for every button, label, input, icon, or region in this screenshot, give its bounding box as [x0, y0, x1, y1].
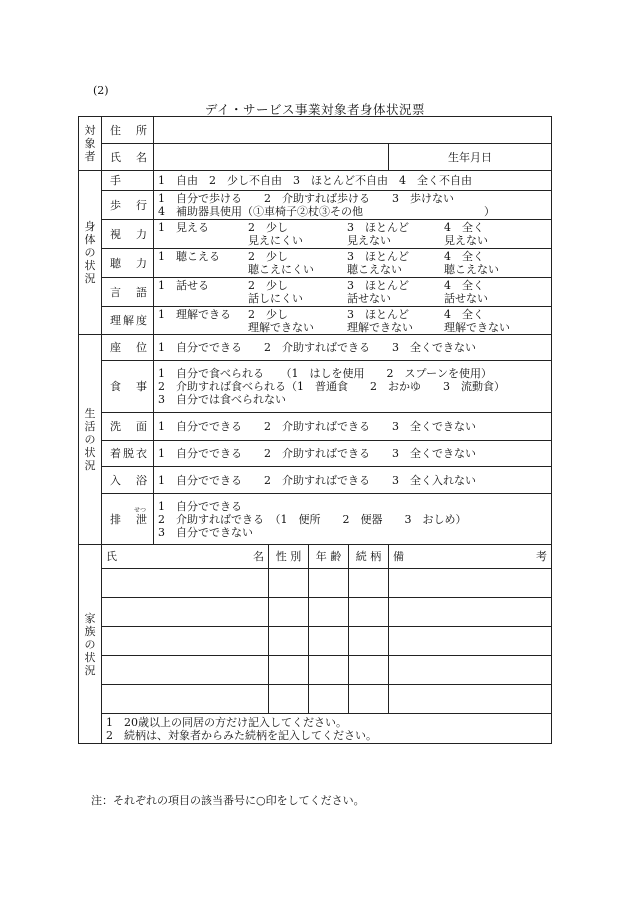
option-line: [158, 279, 547, 292]
option-text: 3 ほとんど: [347, 221, 409, 234]
family-sex-cell[interactable]: [269, 569, 309, 598]
family-name-cell[interactable]: [102, 685, 269, 714]
family-relation-cell[interactable]: [349, 598, 389, 627]
group-label-char: の: [84, 433, 96, 446]
life-row-label: [102, 494, 154, 545]
life-row-options[interactable]: [154, 441, 552, 467]
option-text: 3 ほとんど: [347, 250, 409, 263]
subject-group-label: [79, 117, 102, 171]
life-row-label: 洗面: [102, 413, 154, 441]
option-text: 1 話せる: [158, 279, 209, 292]
option-line: 2 介助すれば食べられる（1 普通食 2 おかゆ 3 流動食）: [158, 380, 505, 393]
option-line: 4 補助器具使用（①車椅子②杖③その他 ）: [158, 205, 495, 218]
option-line: 1 自由 2 少し不自由 3 ほとんど不自由 4 全く不自由: [158, 174, 472, 187]
name-field[interactable]: [154, 144, 389, 171]
family-age-cell[interactable]: [309, 569, 349, 598]
family-sex-cell[interactable]: [269, 685, 309, 714]
option-text: [158, 234, 248, 247]
option-text: 1 聴こえる: [158, 250, 220, 263]
option-text: 理解できない: [444, 320, 510, 334]
body-group-label: [79, 171, 102, 335]
family-relation-cell[interactable]: [349, 627, 389, 656]
option-line: [158, 292, 547, 305]
option-line: 1 自分でできる 2 介助すればできる 3 全くできない: [158, 447, 476, 460]
header-split: [106, 550, 264, 563]
family-sex-cell[interactable]: [269, 598, 309, 627]
address-field[interactable]: [154, 117, 552, 144]
body-row-options[interactable]: [154, 307, 552, 335]
group-label-char: 活: [84, 420, 96, 433]
group-label-char: 象: [84, 137, 96, 150]
family-row: [79, 569, 552, 598]
name-header-left: 氏: [106, 550, 117, 563]
life-row-label: 着脱衣: [102, 441, 154, 467]
body-row-label: 手: [102, 171, 154, 191]
option-line: 1 自分でできる 2 介助すればできる 3 全くできない: [158, 341, 476, 354]
body-row-label: 理解度: [102, 307, 154, 335]
group-label-char: の: [84, 246, 96, 259]
life-row-options[interactable]: [154, 494, 552, 545]
family-row: [79, 656, 552, 685]
group-label-char: 体: [84, 233, 96, 246]
sex-header: 性 別: [269, 545, 309, 569]
option-text: 理解できない: [347, 320, 413, 334]
option-text: 聴こえにくい: [248, 263, 314, 276]
option-line: 1 自分でできる 2 介助すればできる 3 全く入れない: [158, 473, 476, 487]
option-text: 3 ほとんど: [347, 307, 409, 321]
remarks-header-left: 備: [393, 550, 404, 563]
option-text: 2 少し: [248, 307, 288, 321]
option-text: 聴こえない: [444, 263, 499, 276]
option-text: 見えにくい: [248, 234, 303, 247]
option-line: 2 介助すればできる （1 便所 2 便器 3 おしめ）: [158, 512, 467, 526]
family-remarks-cell[interactable]: [389, 569, 552, 598]
group-label-char: 況: [84, 272, 96, 285]
label-char-with-ruby: 泄 せつ: [134, 506, 147, 526]
remarks-header: [389, 545, 552, 569]
label-char: 排: [110, 512, 136, 526]
option-line: 1 自分で食べられる （1 はしを使用 2 スプーンを使用）: [158, 367, 492, 380]
option-text: 2 少し: [248, 279, 288, 292]
option-text: [158, 292, 248, 305]
life-row-options[interactable]: [154, 467, 552, 494]
option-text: 見えない: [444, 234, 488, 247]
group-label-char: 対: [84, 124, 96, 137]
option-text: 話しにくい: [248, 292, 303, 305]
family-age-cell[interactable]: [309, 685, 349, 714]
option-line: [158, 321, 547, 334]
option-text: 2 少し: [248, 250, 288, 263]
group-label-char: 家: [84, 611, 96, 625]
family-remarks-cell[interactable]: [389, 598, 552, 627]
life-row-label: 入浴: [102, 467, 154, 494]
family-name-cell[interactable]: [102, 598, 269, 627]
option-line: 1 自分でできる 2 介助すればできる 3 全くできない: [158, 420, 476, 433]
life-row-options[interactable]: [154, 335, 552, 361]
option-line: [158, 221, 547, 234]
page-number: (2): [93, 84, 109, 97]
option-line: 1 自分で歩ける 2 介助すれば歩ける 3 歩けない: [158, 192, 454, 205]
family-name-cell[interactable]: [102, 627, 269, 656]
body-row-options[interactable]: [154, 220, 552, 249]
address-label: 住所: [102, 117, 154, 144]
body-row-options[interactable]: [154, 249, 552, 278]
option-text: 4 全く: [444, 221, 484, 234]
option-text: 理解できない: [248, 320, 314, 334]
group-label-char: 況: [84, 459, 96, 472]
family-age-cell[interactable]: [309, 656, 349, 685]
option-line: [158, 250, 547, 263]
life-row-label: 座位: [102, 335, 154, 361]
group-label-char: 状: [84, 259, 96, 272]
group-label-char: 者: [84, 150, 96, 163]
family-age-cell[interactable]: [309, 627, 349, 656]
family-remarks-cell[interactable]: [389, 627, 552, 656]
option-text: 1 見える: [158, 221, 209, 234]
option-text: 4 全く: [444, 307, 484, 321]
relation-header: 続 柄: [349, 545, 389, 569]
option-line: 3 自分では食べられない: [158, 393, 286, 406]
name-header-right: 名: [253, 550, 264, 563]
note-line: 2 続柄は、対象者からみた続柄を記入してください。: [106, 728, 377, 742]
life-row-label: 食事: [102, 361, 154, 413]
status-form-table: [78, 116, 552, 744]
life-row-options[interactable]: [154, 413, 552, 441]
body-row-options[interactable]: [154, 191, 552, 220]
group-label-char: 族: [84, 624, 96, 638]
group-label-char: 況: [84, 663, 96, 677]
footnote: 注：それぞれの項目の該当番号に○印をしてください。: [91, 794, 365, 807]
family-row: [79, 685, 552, 714]
option-text: 聴こえない: [347, 263, 402, 276]
age-header: 年 齢: [309, 545, 349, 569]
ruby-text: せつ: [134, 506, 147, 514]
family-name-header: [102, 545, 269, 569]
option-line: 3 自分でできない: [158, 525, 253, 539]
option-text: 2 少し: [248, 221, 288, 234]
body-row-label: 言語: [102, 278, 154, 307]
family-row: [79, 598, 552, 627]
family-name-cell[interactable]: [102, 569, 269, 598]
option-text: [158, 321, 248, 334]
group-label-char: 身: [84, 220, 96, 233]
form-title: デイ・サービス事業対象者身体状況票: [204, 102, 426, 117]
family-remarks-cell[interactable]: [389, 685, 552, 714]
family-row: [79, 627, 552, 656]
body-row-options[interactable]: [154, 171, 552, 191]
family-remarks-cell[interactable]: [389, 656, 552, 685]
family-name-cell[interactable]: [102, 656, 269, 685]
remarks-header-right: 考: [536, 550, 547, 563]
life-group-label: [79, 335, 102, 545]
option-text: 1 理解できる: [158, 307, 231, 321]
life-row-options[interactable]: [154, 361, 552, 413]
family-relation-cell[interactable]: [349, 569, 389, 598]
name-label: 氏名: [102, 144, 154, 171]
header-split: [393, 550, 547, 563]
body-row-options[interactable]: [154, 278, 552, 307]
option-line: [158, 234, 547, 247]
group-label-char: 状: [84, 446, 96, 459]
option-text: 4 全く: [444, 250, 484, 263]
option-text: [158, 263, 248, 276]
group-label-char: の: [84, 637, 96, 651]
family-relation-cell[interactable]: [349, 685, 389, 714]
family-sex-cell[interactable]: [269, 627, 309, 656]
note-line: 1 20歳以上の同居の方だけ記入してください。: [106, 715, 347, 729]
option-text: 4 全く: [444, 279, 484, 292]
group-label-char: 生: [84, 407, 96, 420]
option-line: [158, 263, 547, 276]
option-line: 1 自分でできる: [158, 499, 242, 513]
option-line: [158, 308, 547, 321]
family-relation-cell[interactable]: [349, 656, 389, 685]
group-label-char: 状: [84, 650, 96, 664]
body-row-label: 視力: [102, 220, 154, 249]
birth-label: 生年月日: [389, 144, 552, 171]
option-text: 話せない: [444, 292, 488, 305]
body-row-label: 聴力: [102, 249, 154, 278]
family-notes: [102, 714, 552, 744]
option-text: 話せない: [347, 292, 391, 305]
option-text: 見えない: [347, 234, 391, 247]
option-text: 3 ほとんど: [347, 279, 409, 292]
family-age-cell[interactable]: [309, 598, 349, 627]
family-group-label: [79, 545, 102, 744]
family-sex-cell[interactable]: [269, 656, 309, 685]
body-row-label: 歩行: [102, 191, 154, 220]
